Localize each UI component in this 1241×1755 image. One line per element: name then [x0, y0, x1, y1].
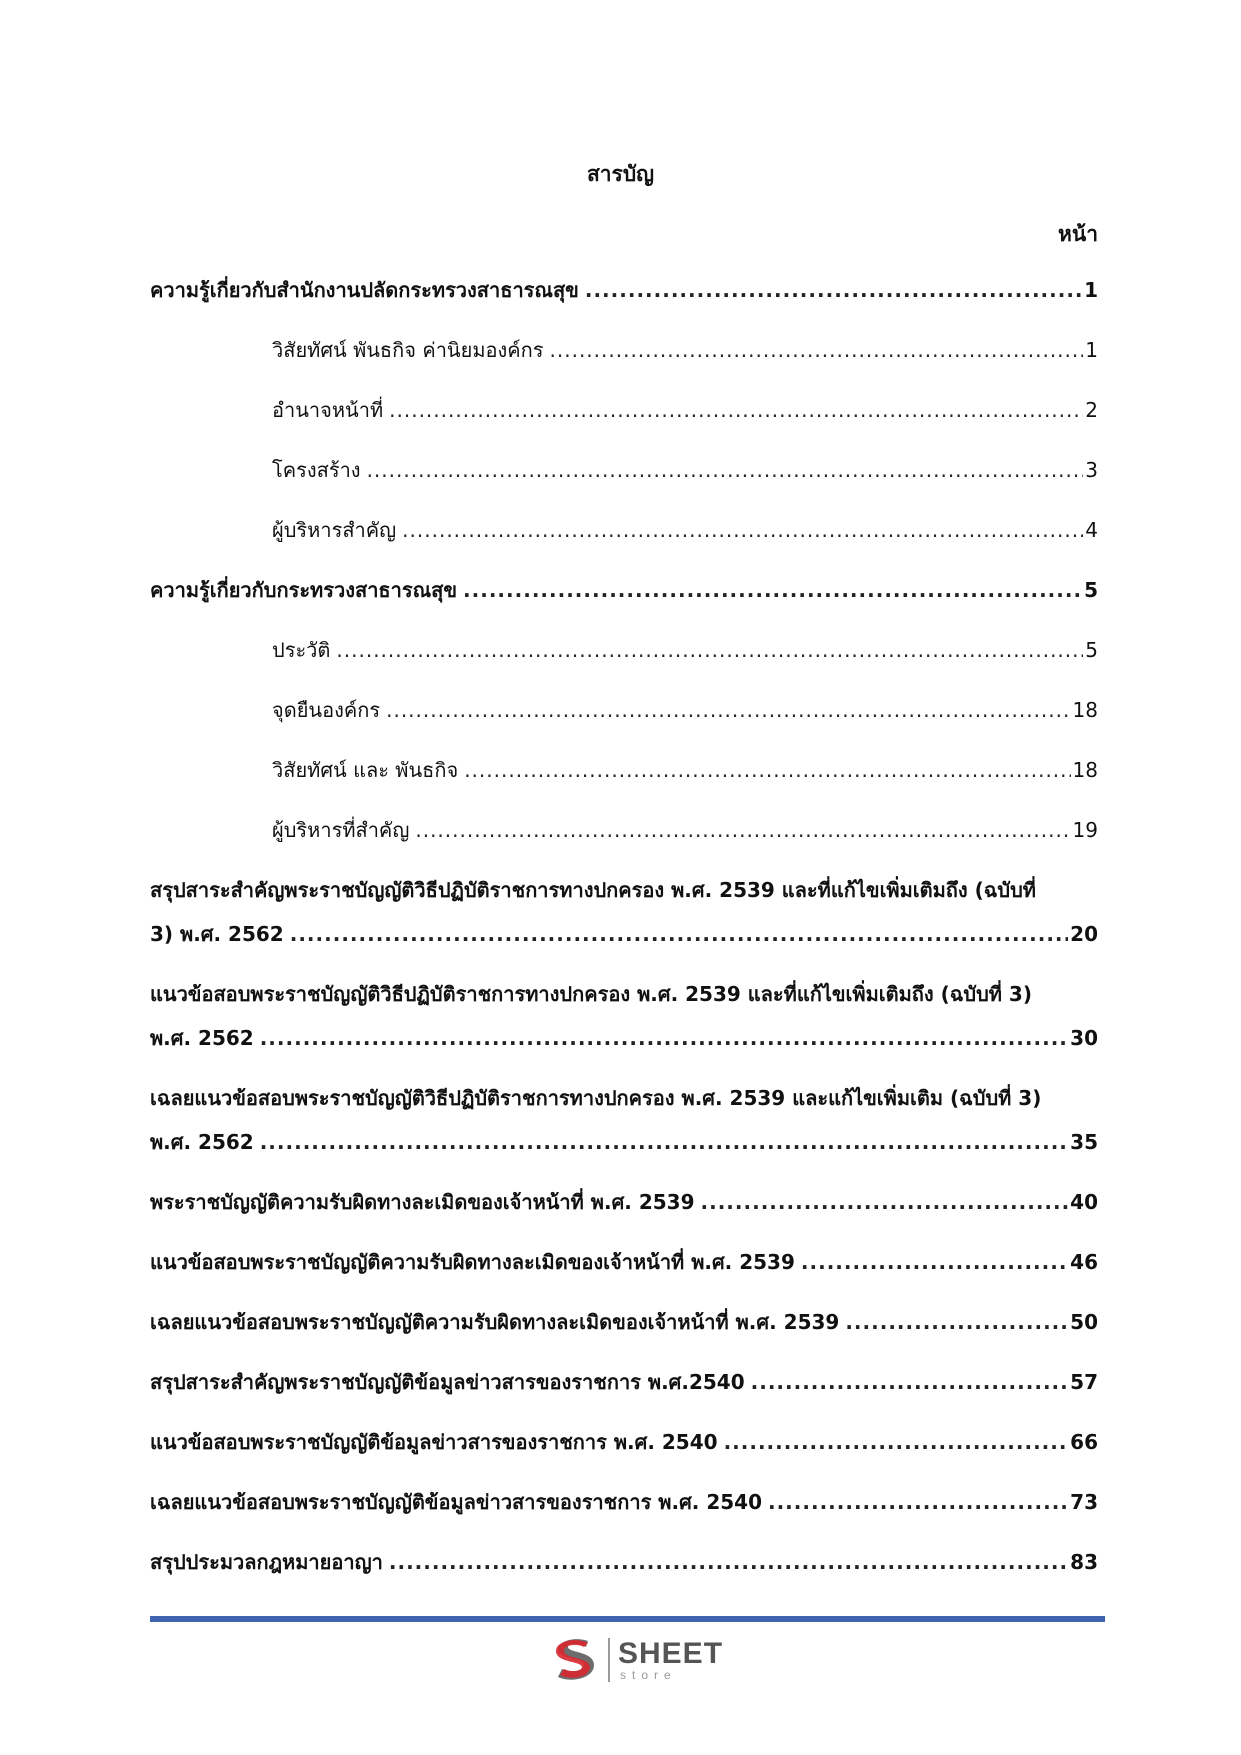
toc-page-number: 5 — [1085, 638, 1098, 662]
toc-entry-label: ผู้บริหารสำคัญ — [272, 518, 397, 542]
toc-entry[interactable] — [150, 972, 1098, 1060]
toc-page-number: 4 — [1085, 518, 1098, 542]
dot-leader — [367, 448, 1084, 492]
toc-entry[interactable] — [150, 1540, 1098, 1584]
dot-leader — [336, 628, 1083, 672]
toc-entry-label: สรุปสาระสำคัญพระราชบัญญัติวิธีปฏิบัติราชการทางปกครอง พ.ศ. 2539 และที่แก้ไขเพิ่มเติมถึง (ฉบับที่ — [150, 878, 1036, 902]
dot-leader — [463, 568, 1082, 612]
toc-entry-label: วิสัยทัศน์ พันธกิจ ค่านิยมองค์กร — [272, 338, 544, 362]
toc-page-number: 18 — [1072, 698, 1098, 722]
toc-page-number: 50 — [1070, 1310, 1098, 1334]
toc-entry[interactable] — [150, 1480, 1098, 1524]
toc-page-number: 18 — [1072, 758, 1098, 782]
dot-leader — [585, 268, 1082, 312]
toc-entry-label: เฉลยแนวข้อสอบพระราชบัญญัติความรับผิดทางละเมิดของเจ้าหน้าที่ พ.ศ. 2539 — [150, 1310, 840, 1334]
toc-page-number: 46 — [1070, 1250, 1098, 1274]
toc-subentry[interactable] — [150, 328, 1098, 372]
dot-leader — [701, 1180, 1069, 1224]
toc-entry[interactable] — [150, 1300, 1098, 1344]
sheet-store-s-icon — [548, 1633, 602, 1687]
toc-entry-label: ความรู้เกี่ยวกับกระทรวงสาธารณสุข — [150, 578, 458, 602]
toc-entry-label-cont: 3) พ.ศ. 2562 — [150, 922, 284, 946]
logo-separator — [608, 1638, 610, 1682]
dot-leader — [260, 1120, 1068, 1164]
logo-subtext: store — [620, 1668, 677, 1682]
sheet-store-logo — [548, 1630, 723, 1690]
toc-subentry[interactable] — [150, 508, 1098, 552]
toc-title: สารบัญ — [586, 162, 655, 186]
dot-leader — [845, 1300, 1068, 1344]
toc-subentry[interactable] — [150, 748, 1098, 792]
toc-page-number: 66 — [1070, 1430, 1098, 1454]
toc-entry[interactable] — [150, 868, 1098, 956]
toc-entry-label-cont: พ.ศ. 2562 — [150, 1026, 254, 1050]
toc-entry[interactable] — [150, 268, 1098, 312]
dot-leader — [768, 1480, 1068, 1524]
toc-entry-label: เฉลยแนวข้อสอบพระราชบัญญัติข้อมูลข่าวสารของราชการ พ.ศ. 2540 — [150, 1490, 762, 1514]
toc-entry-label: เฉลยแนวข้อสอบพระราชบัญญัติวิธีปฏิบัติราชการทางปกครอง พ.ศ. 2539 และแก้ไขเพิ่มเติม (ฉบับที่ 3) — [150, 1086, 1042, 1110]
toc-entry-label: อำนาจหน้าที่ — [272, 398, 384, 422]
page-column-header: หน้า — [1058, 222, 1098, 246]
toc-entry[interactable] — [150, 1420, 1098, 1464]
toc-entry[interactable] — [150, 1360, 1098, 1404]
dot-leader — [751, 1360, 1069, 1404]
toc-page-number: 40 — [1070, 1190, 1098, 1214]
toc-entry[interactable] — [150, 1076, 1098, 1164]
toc-entry-label: สรุปสาระสำคัญพระราชบัญญัติข้อมูลข่าวสารของราชการ พ.ศ.2540 — [150, 1370, 745, 1394]
dot-leader — [402, 508, 1083, 552]
dot-leader — [260, 1016, 1068, 1060]
toc-page-number: 5 — [1084, 578, 1098, 602]
table-of-contents — [150, 268, 1098, 1584]
toc-page-number: 73 — [1070, 1490, 1098, 1514]
toc-page-number: 1 — [1084, 278, 1098, 302]
logo-wordmark: SHEET — [618, 1637, 724, 1670]
toc-entry-label: แนวข้อสอบพระราชบัญญัติวิธีปฏิบัติราชการทางปกครอง พ.ศ. 2539 และที่แก้ไขเพิ่มเติมถึง (ฉบับที่ 3) — [150, 982, 1032, 1006]
toc-page-number: 2 — [1085, 398, 1098, 422]
toc-entry-label: โครงสร้าง — [272, 458, 361, 482]
toc-entry-label: แนวข้อสอบพระราชบัญญัติความรับผิดทางละเมิดของเจ้าหน้าที่ พ.ศ. 2539 — [150, 1250, 795, 1274]
dot-leader — [801, 1240, 1068, 1284]
toc-page-number: 83 — [1070, 1550, 1098, 1574]
dot-leader — [290, 912, 1068, 956]
toc-entry-label: วิสัยทัศน์ และ พันธกิจ — [272, 758, 459, 782]
toc-entry[interactable] — [150, 1240, 1098, 1284]
toc-page-number: 3 — [1085, 458, 1098, 482]
dot-leader — [724, 1420, 1069, 1464]
toc-entry-label: ความรู้เกี่ยวกับสำนักงานปลัดกระทรวงสาธารณสุข — [150, 278, 579, 302]
toc-subentry[interactable] — [150, 448, 1098, 492]
toc-entry-label: สรุปประมวลกฎหมายอาญา — [150, 1550, 383, 1574]
toc-entry-label: จุดยืนองค์กร — [272, 698, 381, 722]
toc-entry-label: ประวัติ — [272, 638, 331, 662]
footer-divider — [150, 1616, 1105, 1622]
dot-leader — [389, 388, 1083, 432]
dot-leader — [464, 748, 1070, 792]
toc-entry-label: พระราชบัญญัติความรับผิดทางละเมิดของเจ้าหน้าที่ พ.ศ. 2539 — [150, 1190, 695, 1214]
toc-subentry[interactable] — [150, 388, 1098, 432]
toc-entry-label: ผู้บริหารที่สำคัญ — [272, 818, 410, 842]
toc-page-number: 19 — [1072, 818, 1098, 842]
toc-subentry[interactable] — [150, 808, 1098, 852]
toc-page-number: 57 — [1070, 1370, 1098, 1394]
toc-entry[interactable] — [150, 1180, 1098, 1224]
dot-leader — [415, 808, 1070, 852]
toc-page-number: 35 — [1070, 1130, 1098, 1154]
dot-leader — [389, 1540, 1068, 1584]
toc-page-number: 20 — [1070, 922, 1098, 946]
toc-entry-label-cont: พ.ศ. 2562 — [150, 1130, 254, 1154]
toc-subentry[interactable] — [150, 688, 1098, 732]
dot-leader — [550, 328, 1084, 372]
toc-entry[interactable] — [150, 568, 1098, 612]
toc-entry-label: แนวข้อสอบพระราชบัญญัติข้อมูลข่าวสารของราชการ พ.ศ. 2540 — [150, 1430, 718, 1454]
toc-page-number: 30 — [1070, 1026, 1098, 1050]
toc-page-number: 1 — [1085, 338, 1098, 362]
toc-subentry[interactable] — [150, 628, 1098, 672]
dot-leader — [386, 688, 1070, 732]
